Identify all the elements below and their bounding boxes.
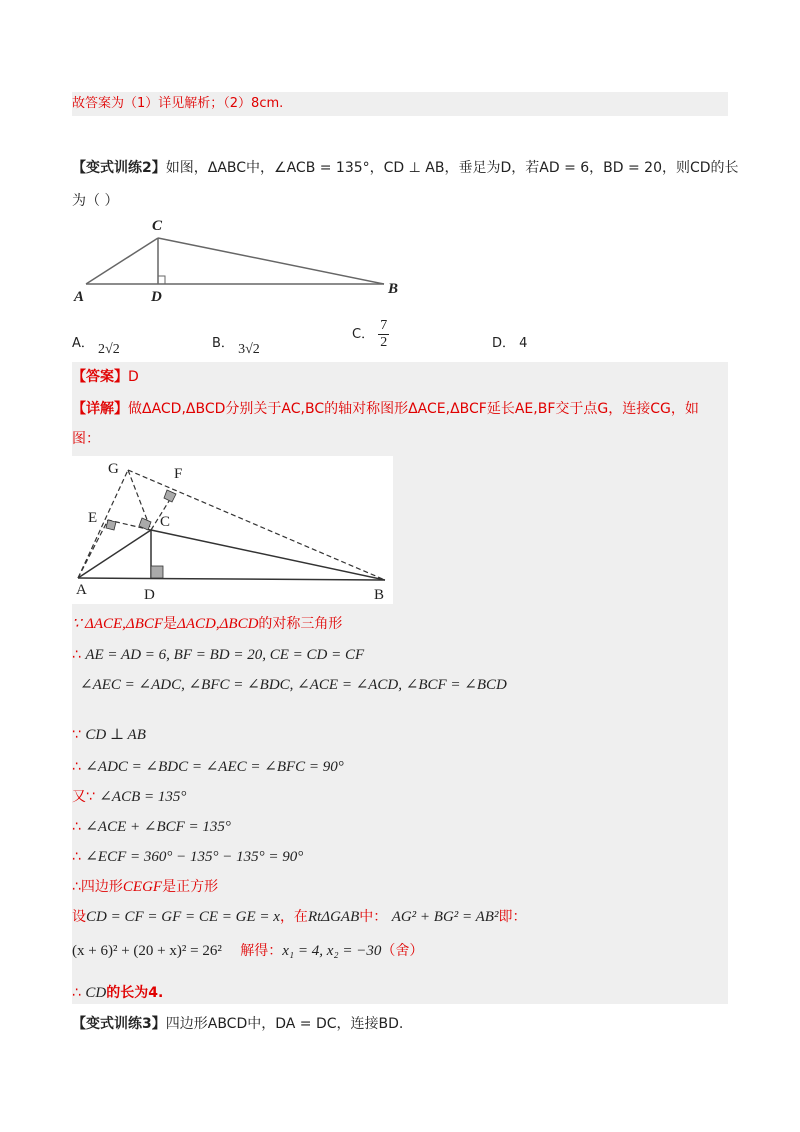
proof-9-text-a: ∴四边形 [72, 879, 123, 895]
proof-1-math-a: ∵ ΔACE,ΔBCF [72, 616, 164, 632]
proof-line-8 [72, 846, 303, 868]
exercise-2-line-1 [72, 157, 739, 179]
right-angle-mark-d [151, 566, 163, 578]
proof-9-text-c: 是正方形 [162, 879, 219, 895]
proof-10-text-e: 中： [359, 909, 388, 925]
proof-line-12 [72, 982, 163, 1004]
option-c-letter: C． [352, 327, 375, 342]
option-d-value: 4 [519, 336, 528, 351]
detail-line-2: 图： [72, 431, 100, 447]
option-b-letter: B． [212, 336, 234, 351]
proof-10-math-f: AG² + BG² = AB² [391, 909, 499, 925]
detail-line-1 [72, 398, 699, 420]
segment-ab [78, 578, 385, 580]
exercise-3-question: 四边形ABCD中，DA = DC，连接BD. [165, 1016, 404, 1032]
right-angle-mark [158, 276, 165, 284]
detail-text: 做ΔACD,ΔBCD分别关于AC,BC的轴对称图形ΔACE,ΔBCF延长AE,BF交于点G，连接CG，如 [128, 401, 699, 417]
proof-line-3: ∠AEC = ∠ADC, ∠BFC = ∠BDC, ∠ACE = ∠ACD, ∠BCF = ∠BCD [80, 677, 507, 693]
exercise-3-tag: 【变式训练3】 [72, 1016, 166, 1032]
option-c [352, 318, 389, 351]
label-c: C [152, 218, 163, 234]
proof-line-9 [72, 876, 218, 898]
option-a [72, 332, 120, 357]
exercise-2-tag: 【变式训练2】 [72, 160, 166, 176]
label-f: F [174, 466, 183, 482]
proof-8-math: ∠ECF = 360° − 135° − 135° = 90° [85, 849, 304, 865]
label-g: G [108, 461, 119, 477]
also-because-symbol: 又∵ [72, 789, 100, 805]
segment-cb [158, 238, 384, 284]
proof-line-10 [72, 906, 526, 928]
exercise-3-line [72, 1013, 403, 1035]
proof-10-text-g: 即： [498, 909, 527, 925]
proof-line-5 [72, 756, 344, 778]
segment-ae [78, 520, 108, 578]
label-b: B [388, 281, 399, 297]
proof-4-math: CD ⊥ AB [85, 727, 146, 743]
label-a: A [74, 289, 85, 305]
label-e: E [88, 510, 98, 526]
proof-7-math: ∠ACE + ∠BCF = 135° [85, 819, 231, 835]
option-d [492, 332, 527, 351]
option-a-letter: A． [72, 336, 94, 351]
triangle-figure-1 [72, 214, 412, 306]
right-angle-mark-f [164, 490, 176, 502]
proof-1-math-c: ΔACD,ΔBCD [177, 616, 259, 632]
label-c: C [160, 514, 171, 530]
option-c-fraction [378, 318, 389, 351]
option-c-denominator: 2 [380, 335, 388, 350]
proof-5-math: ∠ADC = ∠BDC = ∠AEC = ∠BFC = 90° [85, 759, 344, 775]
exercise-2-question: 如图，ΔABC中，∠ACB = 135°，CD ⊥ AB，垂足为D，若AD = 6，BD = 20，则CD的长 [165, 160, 739, 176]
proof-10-math-b: CD = CF = GF = CE = GE = x [86, 909, 280, 925]
conclusion-text: 的长为4. [106, 985, 164, 1001]
therefore-symbol: ∴ [72, 819, 86, 835]
answer-line [72, 366, 139, 388]
proof-9-math: CEGF [122, 879, 163, 895]
label-b: B [374, 587, 385, 603]
proof-line-6 [72, 786, 186, 808]
option-b [212, 332, 260, 357]
exercise-2-line-2: 为（ ） [72, 193, 119, 209]
proof-line-2 [72, 644, 364, 666]
label-a: A [76, 582, 87, 598]
proof-6-math: ∠ACB = 135° [99, 789, 187, 805]
proof-2-math: AE = AD = 6, BF = BD = 20, CE = CD = CF [85, 647, 365, 663]
answer-label: 【答案】 [72, 369, 128, 385]
proof-1-text-d: 的对称三角形 [258, 616, 343, 632]
proof-line-11 [72, 940, 423, 962]
option-a-value: 2√2 [98, 342, 120, 357]
detail-tag: 【详解】 [72, 401, 128, 417]
conclusion-math: CD [85, 985, 107, 1001]
proof-line-4 [72, 724, 146, 746]
segment-cb [151, 530, 385, 580]
segment-ac [86, 238, 158, 284]
proof-10-text-c: ，在 [279, 909, 308, 925]
proof-10-math-d: RtΔGAB [307, 909, 360, 925]
because-symbol: ∵ [72, 727, 86, 743]
therefore-symbol: ∴ [72, 985, 86, 1001]
therefore-symbol: ∴ [72, 849, 86, 865]
option-c-numerator: 7 [380, 318, 388, 333]
option-d-letter: D． [492, 336, 516, 351]
proof-1-text-b: 是 [163, 616, 178, 632]
solve-label: 解得： [240, 943, 283, 959]
proof-10-text-a: 设 [72, 909, 86, 925]
equation-math: (x + 6)² + (20 + x)² = 26² [72, 943, 222, 959]
right-angle-mark-e [106, 520, 116, 530]
option-b-value: 3√2 [238, 342, 260, 357]
proof-line-1 [72, 613, 342, 635]
therefore-symbol: ∴ [72, 647, 86, 663]
therefore-symbol: ∴ [72, 759, 86, 775]
label-d: D [144, 587, 155, 603]
previous-answer-text: 故答案为（1）详见解析；（2）8cm. [72, 96, 284, 111]
triangle-figure-2 [72, 456, 393, 604]
label-d: D [151, 289, 162, 305]
proof-line-7 [72, 816, 231, 838]
discard-note: （舍） [381, 943, 424, 959]
answer-value: D [128, 369, 139, 385]
solution-math: x₁ = 4, x₂ = −30 [282, 943, 382, 959]
